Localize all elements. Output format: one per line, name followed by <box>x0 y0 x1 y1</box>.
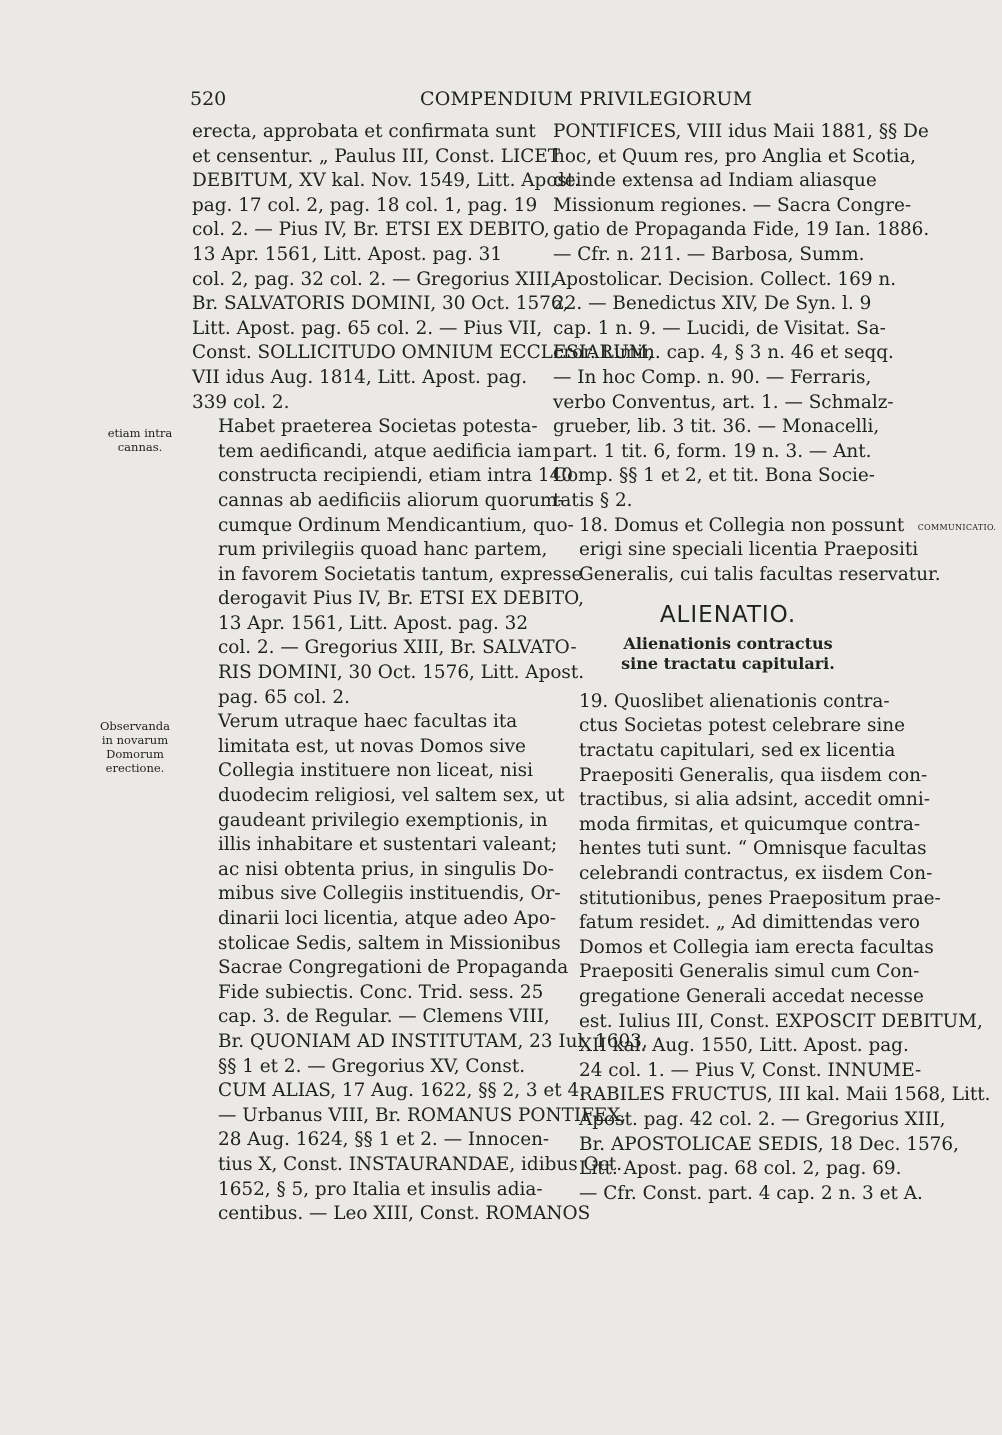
text-line: — Cfr. n. 211. — Barbosa, Summ. <box>553 243 865 265</box>
text-line: fatum residet. „ Ad dimittendas vero <box>579 912 920 934</box>
text-line: XII kal. Aug. 1550, Litt. Apost. pag. <box>579 1035 909 1057</box>
text-line: limitata est, ut novas Domos sive <box>218 735 526 757</box>
text-line: 22. — Benedictus XIV, De Syn. l. 9 <box>553 293 872 315</box>
text-line: hoc, et Quum res, pro Anglia et Scotia, <box>553 145 917 167</box>
text-line: Generalis, cui talis facultas reservatur. <box>579 563 941 585</box>
text-line: part. 1 tit. 6, form. 19 n. 3. — Ant. <box>553 440 872 462</box>
text-line: ctus Societas potest celebrare sine <box>579 715 906 737</box>
margin-note-observanda: Observanda in novarum Domorum erectione. <box>100 719 170 775</box>
text-line: 339 col. 2. <box>192 391 290 413</box>
text-line: Litt. Apost. pag. 68 col. 2, pag. 69. <box>579 1158 902 1180</box>
text-line: tractatu capitulari, sed ex licentia <box>579 740 896 762</box>
paragraph-rule-18 <box>553 514 941 588</box>
text-line: 24 col. 1. — Pius V, Const. INNUME- <box>579 1059 922 1081</box>
text-line: §§ 1 et 2. — Gregorius XV, Const. <box>218 1055 526 1077</box>
text-line: Comp. §§ 1 et 2, et tit. Bona Socie- <box>553 465 876 487</box>
text-line: gatio de Propaganda Fide, 19 Ian. 1886. <box>553 219 930 241</box>
text-line: cap. 1 n. 9. — Lucidi, de Visitat. Sa- <box>553 317 886 339</box>
text-line: celebrandi contractus, ex iisdem Con- <box>579 863 933 885</box>
page-header <box>0 88 1000 118</box>
text-line: et censentur. „ Paulus III, Const. LICET <box>192 145 560 167</box>
text-line: erecta, approbata et confirmata sunt <box>192 121 536 142</box>
text-line: tatis § 2. <box>553 489 633 511</box>
text-line: cumque Ordinum Mendicantium, quo- <box>218 514 574 536</box>
text-line: Br. SALVATORIS DOMINI, 30 Oct. 1576, <box>192 293 569 315</box>
text-line: Apost. pag. 42 col. 2. — Gregorius XIII, <box>579 1108 946 1130</box>
subheading: Alienationis contractus sine tractatu capitulari. <box>621 633 835 673</box>
text-line: col. 2. — Gregorius XIII, Br. SALVATO- <box>218 637 577 659</box>
text-line: hentes tuti sunt. “ Omnisque facultas <box>579 838 927 860</box>
text-line: 13 Apr. 1561, Litt. Apost. pag. 32 <box>218 612 529 634</box>
text-line: est. Iulius III, Const. EXPOSCIT DEBITUM, <box>579 1010 983 1032</box>
text-line: PONTIFICES, VIII idus Maii 1881, §§ De <box>553 121 929 142</box>
text-line: pag. 65 col. 2. <box>218 686 350 708</box>
text-line: CUM ALIAS, 17 Aug. 1622, §§ 2, 3 et 4. <box>218 1080 586 1102</box>
text-line: gaudeant privilegio exemptionis, in <box>218 809 548 831</box>
text-line: stitutionibus, penes Praepositum prae- <box>579 887 941 909</box>
text-line: RABILES FRUCTUS, III kal. Maii 1568, Litt. <box>579 1084 991 1106</box>
text-line: 1652, § 5, pro Italia et insulis adia- <box>218 1178 543 1200</box>
text-line: cap. 3. de Regular. — Clemens VIII, <box>218 1006 550 1028</box>
text-line: VII idus Aug. 1814, Litt. Apost. pag. <box>192 366 528 388</box>
paragraph <box>553 690 991 1206</box>
paragraph <box>192 120 654 415</box>
running-title: COMPENDIUM PRIVILEGIORUM <box>420 88 753 110</box>
text-line: Praepositi Generalis, qua iisdem con- <box>579 764 928 786</box>
text-line: Br. APOSTOLICAE SEDIS, 18 Dec. 1576, <box>579 1133 959 1155</box>
text-line: Verum utraque haec facultas ita <box>218 711 518 733</box>
text-line: erigi sine speciali licentia Praepositi <box>579 539 919 561</box>
text-line: 19. Quoslibet alienationis contra- <box>579 690 890 712</box>
margin-note-etiam-intra: etiam intra cannas. <box>107 426 173 454</box>
text-line: 18. Domus et Collegia non possunt <box>579 514 905 536</box>
text-line: centibus. — Leo XIII, Const. ROMANOS <box>218 1203 591 1225</box>
text-line: 13 Apr. 1561, Litt. Apost. pag. 31 <box>192 243 503 265</box>
text-line: ac nisi obtenta prius, in singulis Do- <box>218 858 555 880</box>
text-line: Domos et Collegia iam erecta facultas <box>579 936 934 958</box>
text-line: — Urbanus VIII, Br. ROMANUS PONTIFEX, <box>218 1104 627 1126</box>
text-line: tractibus, si alia adsint, accedit omni- <box>579 789 930 811</box>
text-line: dinarii loci licentia, atque adeo Apo- <box>218 908 557 929</box>
text-line: Habet praeterea Societas potesta- <box>218 416 538 438</box>
text-line: pag. 17 col. 2, pag. 18 col. 1, pag. 19 <box>192 194 538 216</box>
text-line: rum privilegiis quoad hanc partem, <box>218 539 548 561</box>
paragraph <box>192 415 585 710</box>
text-line: Const. SOLLICITUDO OMNIUM ECCLESIARUM, <box>192 342 654 364</box>
text-line: illis inhabitare et sustentari valeant; <box>218 834 558 856</box>
text-line: — In hoc Comp. n. 90. — Ferraris, <box>553 366 872 388</box>
section-title: ALIENATIO. <box>659 602 797 629</box>
margin-note-communicatio: COMMUNICATIO. <box>917 523 997 532</box>
text-line: Missionum regiones. — Sacra Congre- <box>553 194 912 216</box>
text-line: tius X, Const. INSTAURANDAE, idibus Oct. <box>218 1153 623 1175</box>
paragraph <box>553 120 930 514</box>
text-line: Collegia instituere non liceat, nisi <box>218 760 533 782</box>
text-line: cannas ab aedificiis aliorum quorum- <box>218 489 564 511</box>
text-line: RIS DOMINI, 30 Oct. 1576, Litt. Apost. <box>218 662 585 684</box>
text-line: Praepositi Generalis simul cum Con- <box>579 961 920 983</box>
text-line: gregatione Generali accedat necesse <box>579 986 924 1007</box>
text-line: deinde extensa ad Indiam aliasque <box>553 170 877 192</box>
page-number: 520 <box>190 88 227 110</box>
text-line: Apostolicar. Decision. Collect. 169 n. <box>553 268 897 290</box>
text-line: Br. QUONIAM AD INSTITUTAM, 23 Iul. 1603, <box>218 1030 648 1052</box>
text-line: Litt. Apost. pag. 65 col. 2. — Pius VII, <box>192 317 543 339</box>
text-line: mibus sive Collegiis instituendis, Or- <box>218 883 561 905</box>
text-line: col. 2. — Pius IV, Br. ETSI EX DEBITO, <box>192 219 550 241</box>
text-line: in favorem Societatis tantum, expresse <box>218 563 583 585</box>
paragraph <box>192 710 648 1226</box>
text-line: Sacrae Congregationi de Propaganda <box>218 957 569 979</box>
text-line: duodecim religiosi, vel saltem sex, ut <box>218 785 565 807</box>
text-line: DEBITUM, XV kal. Nov. 1549, Litt. Apost. <box>192 170 581 192</box>
text-line: stolicae Sedis, saltem in Missionibus <box>218 932 561 954</box>
text-line: verbo Conventus, art. 1. — Schmalz- <box>553 391 894 413</box>
text-line: col. 2, pag. 32 col. 2. — Gregorius XIII, <box>192 268 557 290</box>
text-line: derogavit Pius IV, Br. ETSI EX DEBITO, <box>218 588 584 610</box>
text-line: Fide subiectis. Conc. Trid. sess. 25 <box>218 981 544 1003</box>
text-line: grueber, lib. 3 tit. 36. — Monacelli, <box>553 416 880 438</box>
text-line: tem aedificandi, atque aedificia iam <box>218 440 552 462</box>
text-line: constructa recipiendi, etiam intra 140 <box>218 465 573 487</box>
text-line: cror. Limin. cap. 4, § 3 n. 46 et seqq. <box>553 342 894 364</box>
text-line: 28 Aug. 1624, §§ 1 et 2. — Innocen- <box>218 1129 550 1151</box>
text-line: moda firmitas, et quicumque contra- <box>579 813 921 835</box>
text-line: — Cfr. Const. part. 4 cap. 2 n. 3 et A. <box>579 1182 923 1204</box>
